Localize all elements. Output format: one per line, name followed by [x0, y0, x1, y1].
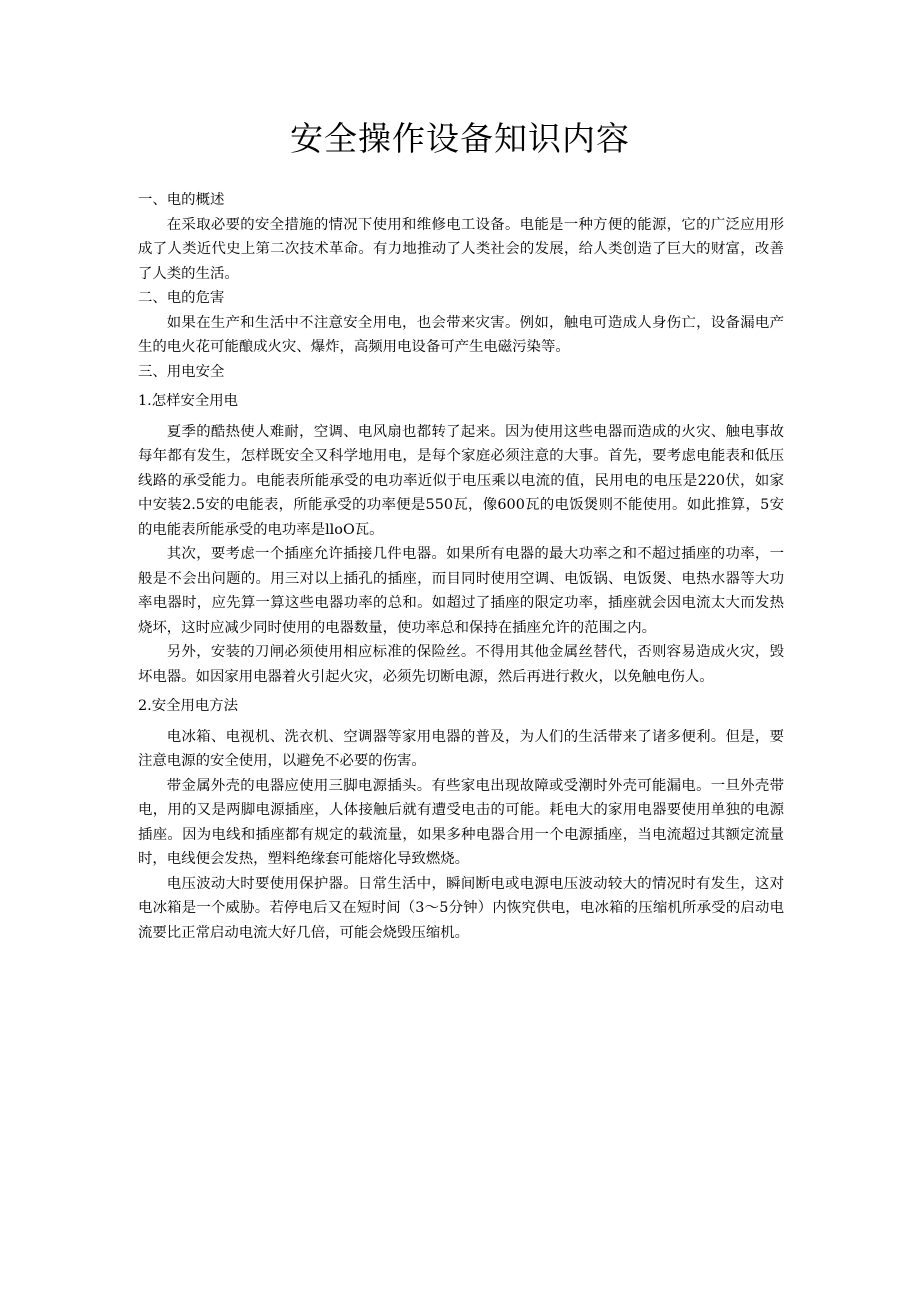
- paragraph-methods-2: 带金属外壳的电器应使用三脚电源插头。有些家电出现故障或受潮时外壳可能漏电。一旦外壳带电，用的又是两脚电源插座，人体接触后就有遭受电击的可能。耗电大的家用电器要使用单独的电源插座。因为电线和插座都有规定的载流量，如果多种电器合用一个电源插座，当电流超过其额定流量时，电线便会发热，塑料绝缘套可能熔化导致燃烧。: [138, 777, 784, 867]
- paragraph-methods-3: 电压波动大时要使用保护器。日常生活中，瞬间断电或电源电压波动较大的情况时有发生，这对电冰箱是一个威胁。若停电后又在短时间（3～5分钟）内恢究供电，电冰箱的压缩机所承受的启动电流要比正常启动电流大好几倍，可能会烧毁压缩机。: [138, 875, 784, 941]
- section-heading-hazards: 二、电的危害: [138, 290, 225, 306]
- paragraph-hazards: 如果在生产和生活中不注意安全用电，也会带来灾害。例如，触电可造成人身伤亡，设备漏电产生的电火花可能酿成火灾、爆炸，高频用电设备可产生电磁污染等。: [138, 314, 784, 355]
- paragraph-how-to-3: 另外，安装的刀闸必须使用相应标准的保险丝。不得用其他金属丝替代，否则容易造成火灾，毁坏电器。如因家用电器着火引起火灾，必须先切断电源，然后再进行救火，以免触电伤人。: [138, 644, 784, 685]
- section-heading-overview: 一、电的概述: [138, 192, 225, 208]
- section-heading-safety: 三、用电安全: [138, 363, 225, 380]
- paragraph-overview: 在采取必要的安全措施的情况下使用和维修电工设备。电能是一种方便的能源，它的广泛应用形成了人类近代史上第二次技术革命。有力地推动了人类社会的发展，给人类创造了巨大的财富，改善了人类的生活。: [138, 216, 784, 282]
- subsection-heading-how-to-use-safely: 1.怎样安全用电: [138, 393, 239, 409]
- document-body: [138, 188, 784, 945]
- subsection-heading-safety-methods: 2.安全用电方法: [138, 698, 239, 714]
- document-title: 安全操作设备知识内容: [290, 119, 630, 158]
- paragraph-how-to-1: 夏季的酷热使人难耐，空调、电风扇也都转了起来。因为使用这些电器而造成的火灾、触电事故每年都有发生，怎样既安全又科学地用电，是每个家庭必须注意的大事。首先，要考虑电能表和低压线路的承受能力。电能表所能承受的电功率近似于电压乘以电流的值，民用电的电压是220伏，如家中安装2.5安的电能表，所能承受的功率便是550瓦，像600瓦的电饭煲则不能使用。如此推算，5安的电能表所能承受的电功率是lloO瓦。: [138, 423, 784, 538]
- paragraph-how-to-2: 其次，要考虑一个插座允许插接几件电器。如果所有电器的最大功率之和不超过插座的功率，一般是不会出问题的。用三对以上插孔的插座，而目同时使用空调、电饭锅、电饭煲、电热水器等大功率电器时，应先算一算这些电器功率的总和。如超过了插座的限定功率，插座就会因电流太大而发热烧坏，这时应减少同时使用的电器数量，使功率总和保持在插座允许的范围之内。: [138, 546, 784, 636]
- paragraph-methods-1: 电冰箱、电视机、洗衣机、空调器等家用电器的普及，为人们的生活带来了诸多便利。但是，要注意电源的安全使用，以避免不必要的伤害。: [138, 728, 784, 769]
